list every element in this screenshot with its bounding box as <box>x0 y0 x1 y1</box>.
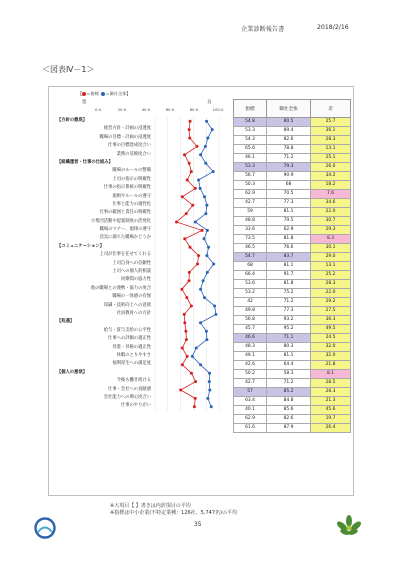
item-label: 仕事の指示系統の明確性 <box>103 185 151 191</box>
table-row <box>234 163 351 172</box>
item-label: 仕事の範囲と責任の明確性 <box>99 210 151 216</box>
indicator-cell: 50.3 <box>234 181 267 190</box>
data-point-company <box>203 195 206 198</box>
company-cell: 64.4 <box>267 361 311 370</box>
indicator-cell: 40.1 <box>234 406 267 415</box>
diff-cell: 22.0 <box>311 208 351 217</box>
table-row <box>234 154 351 163</box>
company-cell: 90.9 <box>267 172 311 181</box>
data-point-company <box>191 355 194 358</box>
data-point-company <box>199 363 202 366</box>
diff-cell: 25.7 <box>311 118 351 127</box>
data-point-indicator <box>191 204 194 207</box>
category-label: 【コミュニケーション】 <box>57 243 105 249</box>
diff-cell: 21.3 <box>311 397 351 406</box>
figure-label: ＜図表Ⅳ－1＞ <box>42 65 95 74</box>
item-label: 職場のマナー、規律の遵守 <box>99 227 151 233</box>
diff-cell: 22.0 <box>311 289 351 298</box>
indicator-cell: 59 <box>234 208 267 217</box>
data-point-indicator <box>194 397 197 400</box>
table-row <box>234 289 351 298</box>
item-label: 仕事と能力の適性化 <box>112 201 151 207</box>
diff-cell: 28.3 <box>311 136 351 145</box>
data-point-indicator <box>196 263 199 266</box>
indicator-cell: 45.7 <box>234 325 267 334</box>
category-label: 【個人の意欲】 <box>57 369 88 375</box>
company-cell: 68 <box>267 181 311 190</box>
indicator-cell: 49.8 <box>234 307 267 316</box>
indicator-cell: 62.9 <box>234 190 267 199</box>
header-diff: 差 <box>311 100 351 118</box>
page-number: 35 <box>194 522 202 528</box>
diff-cell: 28.3 <box>311 280 351 289</box>
data-point-indicator <box>183 237 186 240</box>
item-label: 会社能力への関心度合い <box>103 394 151 400</box>
table-row <box>234 190 351 199</box>
diff-cell: 32.0 <box>311 343 351 352</box>
indicator-cell: 53.3 <box>234 163 267 172</box>
data-point-indicator <box>188 279 191 282</box>
values-table <box>233 99 351 433</box>
indicator-cell: 61.6 <box>234 424 267 433</box>
indicator-cell: 68 <box>234 262 267 271</box>
diff-cell: 30.1 <box>311 244 351 253</box>
company-cell: 71.1 <box>267 334 311 343</box>
indicator-cell: 53.2 <box>234 289 267 298</box>
item-label: 仕事への評価の適正性 <box>108 336 151 342</box>
data-point-company <box>208 380 211 383</box>
indicator-cell: 50.2 <box>234 370 267 379</box>
item-label: 社員教育への方針 <box>116 310 151 316</box>
data-point-indicator <box>185 212 188 215</box>
indicator-cell: 54.7 <box>234 253 267 262</box>
data-point-indicator <box>190 170 193 173</box>
x-tick-label: 40.0 <box>141 107 151 112</box>
data-point-indicator <box>193 405 196 408</box>
diff-cell: 32.0 <box>311 352 351 361</box>
company-cell: 62.9 <box>267 226 311 235</box>
item-label: 業務の反映度合い <box>116 151 151 157</box>
item-label: 仕事のやりがい <box>120 403 151 409</box>
diff-cell: 34.2 <box>311 172 351 181</box>
company-cell: 70.5 <box>267 190 311 199</box>
diff-cell: 8.1 <box>311 370 351 379</box>
company-cell: 85.2 <box>267 388 311 397</box>
data-point-indicator <box>181 363 184 366</box>
data-point-company <box>212 263 215 266</box>
diff-cell: 28.5 <box>311 379 351 388</box>
item-label: 上司自身への信頼性 <box>112 260 151 266</box>
category-label: 【組織運営・仕事の仕組み】 <box>57 159 113 165</box>
diff-cell: 27.5 <box>311 307 351 316</box>
data-point-company <box>213 305 216 308</box>
diff-cell: 19.7 <box>311 415 351 424</box>
data-point-indicator <box>197 254 200 257</box>
indicator-cell: 53.3 <box>234 127 267 136</box>
data-point-indicator <box>175 221 178 224</box>
data-point-company <box>205 204 208 207</box>
header-company: 御社全体 <box>267 100 311 118</box>
data-point-indicator <box>181 195 184 198</box>
table-row <box>234 325 351 334</box>
footnotes <box>110 503 237 517</box>
indicator-cell: 62.9 <box>234 415 267 424</box>
scale-good-label: 良 <box>207 100 212 105</box>
company-cell: 71.2 <box>267 379 311 388</box>
company-cell: 77.3 <box>267 199 311 208</box>
data-point-company <box>206 397 209 400</box>
data-point-indicator <box>194 380 197 383</box>
table-row <box>234 352 351 361</box>
indicator-cell: 63.4 <box>234 397 267 406</box>
table-row <box>234 388 351 397</box>
data-point-company <box>203 237 206 240</box>
report-date: 2018/2/16 <box>317 24 349 31</box>
company-cell: 79.5 <box>267 217 311 226</box>
x-tick-label: 80.0 <box>189 107 199 112</box>
indicator-cell: 46.6 <box>234 334 267 343</box>
diff-cell: 21.8 <box>311 361 351 370</box>
indicator-cell: 54.8 <box>234 118 267 127</box>
data-point-company <box>212 170 215 173</box>
data-point-indicator <box>194 187 197 190</box>
indicator-cell: 65.6 <box>234 145 267 154</box>
company-cell: 79.3 <box>267 163 311 172</box>
x-tick-label: 60.0 <box>165 107 175 112</box>
data-point-company <box>206 271 209 274</box>
data-point-indicator <box>181 347 184 350</box>
table-row <box>234 307 351 316</box>
company-cell: 81.8 <box>267 235 311 244</box>
diff-cell: 28.3 <box>311 388 351 397</box>
data-point-company <box>206 137 209 140</box>
data-point-indicator <box>195 145 198 148</box>
data-point-company <box>205 120 208 123</box>
company-cell: 83.7 <box>267 253 311 262</box>
data-point-company <box>195 347 198 350</box>
table-row <box>234 379 351 388</box>
table-row <box>234 406 351 415</box>
data-point-indicator <box>186 179 189 182</box>
diff-cell: 36.1 <box>311 127 351 136</box>
company-cell: 80.3 <box>267 343 311 352</box>
table-row <box>234 118 351 127</box>
data-point-indicator <box>189 120 192 123</box>
item-label: 職場の一体感の有無 <box>112 294 151 300</box>
table-row <box>234 397 351 406</box>
diff-cell: 29.0 <box>311 253 351 262</box>
item-label: 仕事の目標達成度合い <box>108 143 151 149</box>
data-point-company <box>197 179 200 182</box>
item-label: 職場の目標・計画の浸透度 <box>99 134 151 140</box>
data-point-indicator <box>185 296 188 299</box>
company-cell: 82.6 <box>267 136 311 145</box>
line-plot <box>152 117 222 411</box>
data-point-company <box>207 246 210 249</box>
diff-cell: 45.6 <box>311 406 351 415</box>
indicator-cell: 73.5 <box>234 235 267 244</box>
company-cell: 91.7 <box>267 271 311 280</box>
company-cell: 76.6 <box>267 244 311 253</box>
diff-cell: 29.2 <box>311 298 351 307</box>
indicator-cell: 53.6 <box>234 280 267 289</box>
x-axis-ticks <box>94 107 224 113</box>
data-point-indicator <box>183 313 186 316</box>
table-row <box>234 298 351 307</box>
table-row <box>234 424 351 433</box>
diff-cell: 49.5 <box>311 325 351 334</box>
item-label: 仕事・会社への貢献感 <box>108 386 151 392</box>
item-label: 上司の指示の明確性 <box>112 176 151 182</box>
item-label: 小集団活動や提案制度の活発化 <box>90 218 151 224</box>
indicator-cell: 42.6 <box>234 361 267 370</box>
diff-cell: 8.3 <box>311 235 351 244</box>
data-point-indicator <box>189 246 192 249</box>
company-cell: 81.1 <box>267 352 311 361</box>
table-row <box>234 235 351 244</box>
company-cell: 81.1 <box>267 262 311 271</box>
company-cell: 84.8 <box>267 397 311 406</box>
table-row <box>234 334 351 343</box>
table-row <box>234 181 351 190</box>
table-row <box>234 244 351 253</box>
company-cell: 77.3 <box>267 307 311 316</box>
data-point-company <box>206 229 209 232</box>
indicator-cell: 42.7 <box>234 379 267 388</box>
company-cell: 82.6 <box>267 415 311 424</box>
data-point-indicator <box>188 128 191 131</box>
table-row <box>234 370 351 379</box>
indicator-cell: 42 <box>234 298 267 307</box>
table-row <box>234 136 351 145</box>
table-row <box>234 271 351 280</box>
indicator-cell: 46.5 <box>234 244 267 253</box>
data-point-indicator <box>201 229 204 232</box>
item-label: 経営方針・計画の浸透度 <box>103 126 151 132</box>
table-row <box>234 361 351 370</box>
data-point-indicator <box>179 389 182 392</box>
footnote-1: ※大項目【 】書きは内訳項目の平均 <box>110 503 191 509</box>
table-row <box>234 145 351 154</box>
indicator-cell: 33.6 <box>234 226 267 235</box>
chart-legend: 【 ＝指標 ＝御社全体】 <box>78 91 131 96</box>
table-row <box>234 208 351 217</box>
data-point-company <box>204 212 207 215</box>
scale-bad-label: 悪 <box>82 100 87 105</box>
indicator-cell: 57 <box>234 388 267 397</box>
data-point-company <box>199 187 202 190</box>
company-cell: 93.2 <box>267 316 311 325</box>
item-label: 規則やルールの遵守 <box>112 193 151 199</box>
company-cell: 89.4 <box>267 127 311 136</box>
diff-cell: 7.6 <box>311 190 351 199</box>
diff-cell: 25.2 <box>311 271 351 280</box>
data-point-company <box>199 321 202 324</box>
diff-cell: 25.1 <box>311 154 351 163</box>
table-row <box>234 127 351 136</box>
table-row <box>234 217 351 226</box>
data-point-company <box>204 162 207 165</box>
company-cell: 85.6 <box>267 406 311 415</box>
item-label: 上司への個人的相談 <box>112 269 151 275</box>
data-point-company <box>205 254 208 257</box>
indicator-cell: 66.4 <box>234 271 267 280</box>
company-cell: 81.1 <box>267 208 311 217</box>
footnote-2: ※指標は中小企業(不特定業種：126社、5,747名)の平均 <box>110 510 237 516</box>
item-label: 活気に満ちた職場かどうか <box>99 235 151 241</box>
diff-cell: 18.2 <box>311 181 351 190</box>
item-label: 昇進・昇格の適正性 <box>112 344 151 350</box>
diff-cell: 30.7 <box>311 217 351 226</box>
table-row <box>234 199 351 208</box>
table-row <box>234 253 351 262</box>
indicator-cell: 56.7 <box>234 172 267 181</box>
data-point-indicator <box>183 321 186 324</box>
table-row <box>234 280 351 289</box>
table-row <box>234 415 351 424</box>
company-cell: 75.2 <box>267 289 311 298</box>
indicator-cell: 49.1 <box>234 352 267 361</box>
data-point-company <box>211 128 214 131</box>
company-cell: 71.2 <box>267 154 311 163</box>
data-point-company <box>204 145 207 148</box>
data-point-indicator <box>188 162 191 165</box>
data-point-company <box>208 372 211 375</box>
table-row <box>234 316 351 325</box>
company-cell: 95.2 <box>267 325 311 334</box>
company-logo-icon <box>34 517 56 539</box>
legend-blue-label: ＝御社全体 <box>105 91 127 96</box>
item-label: 同僚間の協力性 <box>120 277 151 283</box>
diff-cell: 13.1 <box>311 262 351 271</box>
data-point-company <box>202 279 205 282</box>
diff-cell: 24.5 <box>311 334 351 343</box>
data-point-company <box>205 330 208 333</box>
indicator-cell: 42.7 <box>234 199 267 208</box>
data-point-company <box>199 288 202 291</box>
data-point-indicator <box>186 355 189 358</box>
data-point-company <box>214 313 217 316</box>
table-row <box>234 226 351 235</box>
table-row <box>234 262 351 271</box>
data-point-indicator <box>185 338 188 341</box>
item-label: 今後も働き続ける <box>116 378 151 384</box>
data-point-indicator <box>183 153 186 156</box>
data-point-indicator <box>184 330 187 333</box>
diff-cell: 26.0 <box>311 163 351 172</box>
diff-cell: 29.3 <box>311 226 351 235</box>
item-label: 他の職場との連携・協力の度合 <box>90 285 151 291</box>
item-label: 福利厚生への満足度 <box>112 361 151 367</box>
data-point-indicator <box>188 271 191 274</box>
company-cell: 87.9 <box>267 424 311 433</box>
indicator-cell: 46.1 <box>234 154 267 163</box>
data-point-company <box>194 221 197 224</box>
row-labels <box>55 117 153 411</box>
x-tick-label: 100.0 <box>212 107 224 112</box>
data-point-company <box>199 153 202 156</box>
company-cell: 81.8 <box>267 280 311 289</box>
indicator-cell: 54.3 <box>234 136 267 145</box>
data-point-company <box>205 338 208 341</box>
category-label: 【方針の徹底】 <box>57 118 88 123</box>
indicator-cell: 48.3 <box>234 343 267 352</box>
data-point-company <box>208 389 211 392</box>
table-row <box>234 172 351 181</box>
diff-cell: 34.6 <box>311 199 351 208</box>
data-point-company <box>210 405 213 408</box>
leaf-emblem-icon <box>336 514 362 540</box>
item-label: 給与・賞与支給の公平性 <box>103 327 151 333</box>
data-point-company <box>203 296 206 299</box>
company-cell: 58.3 <box>267 370 311 379</box>
data-point-indicator <box>180 288 183 291</box>
diff-cell: 36.3 <box>311 316 351 325</box>
x-tick-label: 20.0 <box>117 107 127 112</box>
data-point-indicator <box>190 372 193 375</box>
header-indicator: 指標 <box>234 100 267 118</box>
legend-red-label: ＝指標 <box>86 91 99 96</box>
category-label: 【処遇】 <box>57 319 75 325</box>
company-cell: 78.8 <box>267 145 311 154</box>
diff-cell: 13.1 <box>311 145 351 154</box>
company-cell: 80.5 <box>267 118 311 127</box>
indicator-cell: 56.8 <box>234 316 267 325</box>
item-label: 職場のルールの整備 <box>112 168 151 174</box>
data-point-indicator <box>188 137 191 140</box>
item-label: 知識・技術向上への意欲 <box>103 302 151 308</box>
data-point-indicator <box>190 305 193 308</box>
company-cell: 71.2 <box>267 298 311 307</box>
report-title: 企業診断報告書 <box>241 26 285 33</box>
x-tick-label: 0.0 <box>94 107 102 112</box>
indicator-cell: 48.8 <box>234 217 267 226</box>
item-label: 休暇のとりやすさ <box>116 352 151 358</box>
table-row <box>234 343 351 352</box>
diff-cell: 26.4 <box>311 424 351 433</box>
item-label: 上司が仕事を任せてくれる <box>99 252 151 258</box>
